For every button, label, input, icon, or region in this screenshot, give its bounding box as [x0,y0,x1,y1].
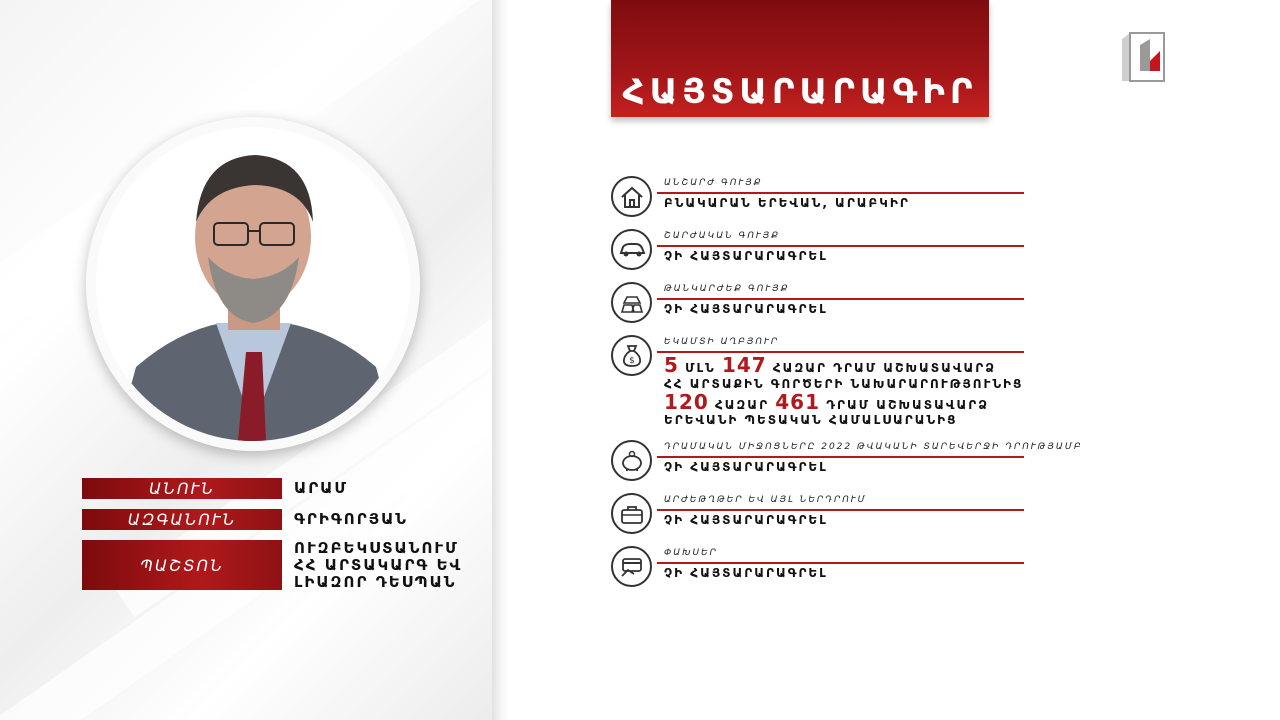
income-line-3 [664,390,989,414]
income-line-4: ԵՐԵՎԱՆԻ ՊԵՏԱԿԱՆ ՀԱՄԱԼՍԱՐԱՆԻՑ [664,413,958,427]
item-value: ԲՆԱԿԱՐԱՆ ԵՐԵՎԱՆ, ԱՐԱԲԿԻՐ [664,196,910,210]
surname-row [82,509,522,530]
income-text: ՀԱԶԱՐ ԴՐԱՄ ԱՇԽԱՏԱՎԱՐՁ [772,361,996,375]
item-valuables [611,282,1071,330]
svg-text:$: $ [628,355,635,366]
item-category: ԱՐԺԵԹՂԹԵՐ ԵՎ ԱՅԼ ՆԵՐԴՐՈՒՄ [664,495,867,505]
position-line: ԼԻԱԶՈՐ ԴԵՍՊԱՆ [294,573,457,591]
item-value: ՉԻ ՀԱՅՏԱՐԱՐԱԳՐԵԼ [664,566,828,580]
income-unit: ՄԼՆ [685,361,716,375]
item-loans [611,546,1071,594]
car-icon [611,229,652,270]
item-movable-property [611,229,1071,277]
item-divider [657,509,1024,511]
position-label: ՊԱՇՏՈՆ [82,540,282,590]
income-line-2: ՀՀ ԱՐՏԱՔԻՆ ԳՈՐԾԵՐԻ ՆԱԽԱՐԱՐՈՒԹՅՈՒՆԻՑ [664,377,1024,391]
position-line: ՀՀ ԱՐՏԱԿԱՐԳ ԵՎ [294,556,463,574]
page-title: ՀԱՅՏԱՐԱՐԱԳԻՐ [622,72,978,112]
briefcase-icon [611,493,652,534]
item-securities [611,493,1071,541]
piggy-bank-icon [611,440,652,481]
surname-label: ԱԶԳԱՆՈՒՆ [82,509,282,530]
income-unit: ՀԱԶԱՐ [714,398,770,412]
item-value: ՉԻ ՀԱՅՏԱՐԱՐԱԳՐԵԼ [664,513,828,527]
item-real-estate [611,176,1071,224]
panel-divider [492,0,510,720]
position-line: ՈՒԶԲԵԿՍՏԱՆՈՒՄ [294,539,459,557]
name-label: ԱՆՈՒՆ [82,478,282,499]
item-value: ՉԻ ՀԱՅՏԱՐԱՐԱԳՐԵԼ [664,460,828,474]
income-amount: 461 [775,390,820,414]
item-cash [611,440,1083,488]
income-line-1 [664,353,996,377]
name-value: ԱՐԱՄ [294,479,349,497]
item-category: ԵԿԱՄՏԻ ԱՂԲՅՈՒՐ [664,337,780,347]
item-divider [657,562,1024,564]
item-divider [657,245,1024,247]
house-icon [611,176,652,217]
income-amount: 147 [721,353,767,377]
item-category: ԹԱՆԿԱՐԺԵՔ ԳՈՒՅՔ [664,284,790,294]
income-amount: 5 [664,353,679,377]
position-value [294,540,514,591]
surname-value: ԳՐԻԳՈՐՅԱՆ [294,510,409,528]
income-text: ԴՐԱՄ ԱՇԽԱՏԱՎԱՐՁ [826,398,989,412]
channel-one-logo [1120,31,1166,83]
item-divider [657,456,1024,458]
item-divider [657,298,1024,300]
card-hand-icon [611,546,652,587]
position-row [82,540,522,590]
item-category: ՓԱԽՍԵՐ [664,548,718,558]
income-amount: 120 [664,390,709,414]
name-row [82,478,522,499]
item-value: ՉԻ ՀԱՅՏԱՐԱՐԱԳՐԵԼ [664,302,828,316]
gold-bars-icon [611,282,652,323]
item-category: ՇԱՐԺԱԿԱՆ ԳՈՒՅՔ [664,231,781,241]
item-category: ԱՆՇԱՐԺ ԳՈՒՅՔ [664,178,763,188]
item-category: ԴՐԱՄԱԿԱՆ ՄԻՋՈՑՆԵՐԸ 2022 ԹՎԱԿԱՆԻ ՏԱՐԵՎԵՐՋԻ ԴՐՈՒԹՅԱՄԲ [664,442,1083,452]
portrait-photo [96,127,410,441]
item-value: ՉԻ ՀԱՅՏԱՐԱՐԱԳՐԵԼ [664,249,828,263]
money-bag-icon [611,335,652,376]
item-divider [657,192,1024,194]
